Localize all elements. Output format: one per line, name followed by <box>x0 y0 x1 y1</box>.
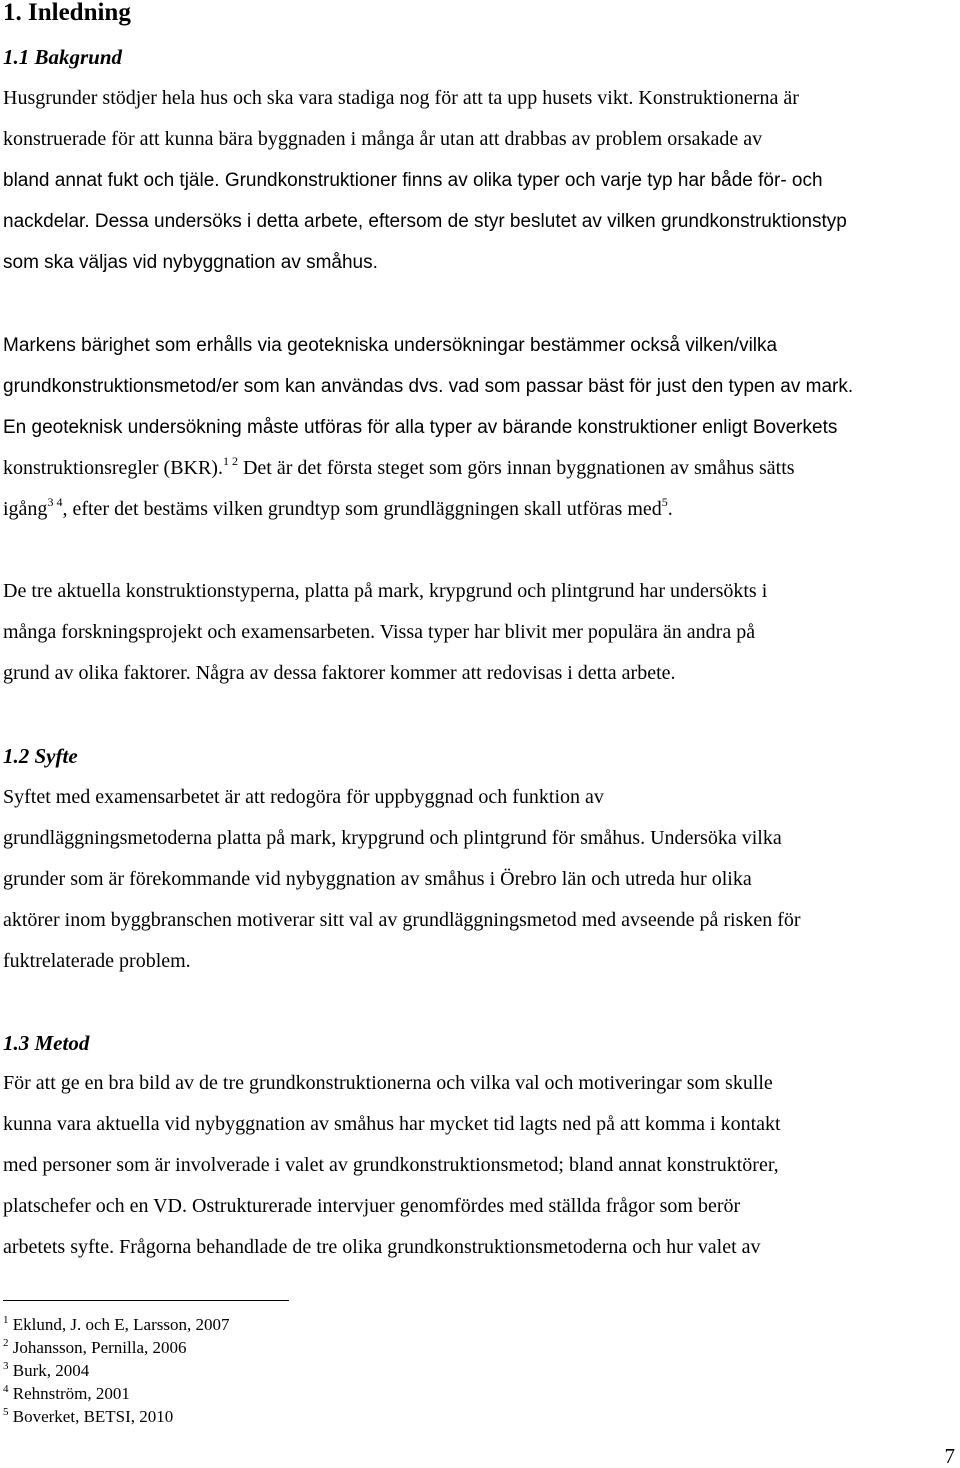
section-heading-metod: 1.3 Metod <box>3 1031 90 1055</box>
text-segment: Det är det första steget som görs innan byggnationen av småhus sätts <box>237 457 795 479</box>
footnote-list <box>3 1313 229 1428</box>
footnote-text: Johansson, Pernilla, 2006 <box>12 1338 187 1357</box>
footnote-reference: 1 2 <box>222 454 238 468</box>
text-line: arbetets syfte. Frågorna behandlade de tre olika grundkonstruktionsmetoderna och hur valet av <box>3 1236 761 1258</box>
text-line: med personer som är involverade i valet av grundkonstruktionsmetod; bland annat konstruktörer, <box>3 1154 779 1176</box>
text-line: bland annat fukt och tjäle. Grundkonstruktioner finns av olika typer och varje typ har både för- och <box>3 170 823 191</box>
text-line: grundläggningsmetoderna platta på mark, krypgrund och plintgrund för småhus. Undersöka vilka <box>3 827 782 849</box>
footnote-item <box>3 1382 229 1405</box>
footnote-number: 4 <box>3 1383 9 1395</box>
text-line: De tre aktuella konstruktionstyperna, platta på mark, krypgrund och plintgrund har undersökts i <box>3 580 768 602</box>
chapter-heading: 1. Inledning <box>3 0 131 26</box>
text-line: platschefer och en VD. Ostrukturerade intervjuer genomfördes med ställda frågor som berör <box>3 1195 741 1217</box>
text-line: Markens bärighet som erhålls via geotekniska undersökningar bestämmer också vilken/vilka <box>3 335 778 356</box>
text-line: grund av olika faktorer. Några av dessa faktorer kommer att redovisas i detta arbete. <box>3 662 676 684</box>
footnote-item <box>3 1336 229 1359</box>
footnote-text: Burk, 2004 <box>12 1361 90 1380</box>
paragraph-bakgrund-1 <box>3 78 847 283</box>
text-line: Syftet med examensarbetet är att redogöra för uppbyggnad och funktion av <box>3 786 604 808</box>
footnote-reference: 3 4 <box>47 495 63 509</box>
text-line: grundkonstruktionsmetod/er som kan användas dvs. vad som passar bäst för just den typen av mark. <box>3 376 854 397</box>
text-line: aktörer inom byggbranschen motiverar sitt val av grundläggningsmetod med avseende på risken för <box>3 909 801 931</box>
text-segment: konstruktionsregler (BKR). <box>3 457 223 479</box>
text-line-with-reference <box>3 448 853 489</box>
paragraph-syfte <box>3 777 801 982</box>
section-heading-syfte: 1.2 Syfte <box>3 744 78 768</box>
text-line: konstruerade för att kunna bära byggnaden i många år utan att drabbas av problem orsakade av <box>3 128 763 150</box>
footnote-item <box>3 1313 229 1336</box>
section-heading-bakgrund: 1.1 Bakgrund <box>3 45 123 69</box>
text-line: En geoteknisk undersökning måste utföras för alla typer av bärande konstruktioner enligt Boverkets <box>3 417 838 438</box>
text-segment: igång <box>3 498 48 520</box>
text-line: nackdelar. Dessa undersöks i detta arbete, eftersom de styr beslutet av vilken grundkonstruktionstyp <box>3 211 847 232</box>
text-line-with-reference <box>3 489 853 530</box>
paragraph-bakgrund-2 <box>3 325 853 530</box>
footnote-separator <box>3 1300 289 1301</box>
text-line: grunder som är förekommande vid nybyggnation av småhus i Örebro län och utreda hur olika <box>3 868 752 890</box>
footnote-number: 5 <box>3 1406 9 1418</box>
footnote-reference: 5 <box>661 495 668 509</box>
text-line: som ska väljas vid nybyggnation av småhus. <box>3 252 378 273</box>
page-number: 7 <box>944 1444 955 1468</box>
text-line: För att ge en bra bild av de tre grundkonstruktionerna och vilka val och motiveringar som skulle <box>3 1072 773 1094</box>
text-line: kunna vara aktuella vid nybyggnation av småhus har mycket tid lagts ned på att komma i kontakt <box>3 1113 781 1135</box>
footnote-number: 2 <box>3 1337 9 1349</box>
footnote-text: Rehnström, 2001 <box>12 1384 130 1403</box>
footnote-text: Eklund, J. och E, Larsson, 2007 <box>12 1315 230 1334</box>
paragraph-bakgrund-3 <box>3 571 767 694</box>
footnote-text: Boverket, BETSI, 2010 <box>12 1407 174 1426</box>
text-line: fuktrelaterade problem. <box>3 950 191 972</box>
footnote-item <box>3 1359 229 1382</box>
text-line: många forskningsprojekt och examensarbeten. Vissa typer har blivit mer populära än andra på <box>3 621 756 643</box>
footnote-number: 1 <box>3 1314 9 1326</box>
text-line: Husgrunder stödjer hela hus och ska vara stadiga nog för att ta upp husets vikt. Konstruktionerna är <box>3 87 799 109</box>
footnote-item <box>3 1405 229 1428</box>
footnote-number: 3 <box>3 1360 9 1372</box>
text-segment: , efter det bestäms vilken grundtyp som grundläggningen skall utföras med <box>62 498 662 520</box>
paragraph-metod <box>3 1063 781 1268</box>
text-segment: . <box>667 498 673 520</box>
